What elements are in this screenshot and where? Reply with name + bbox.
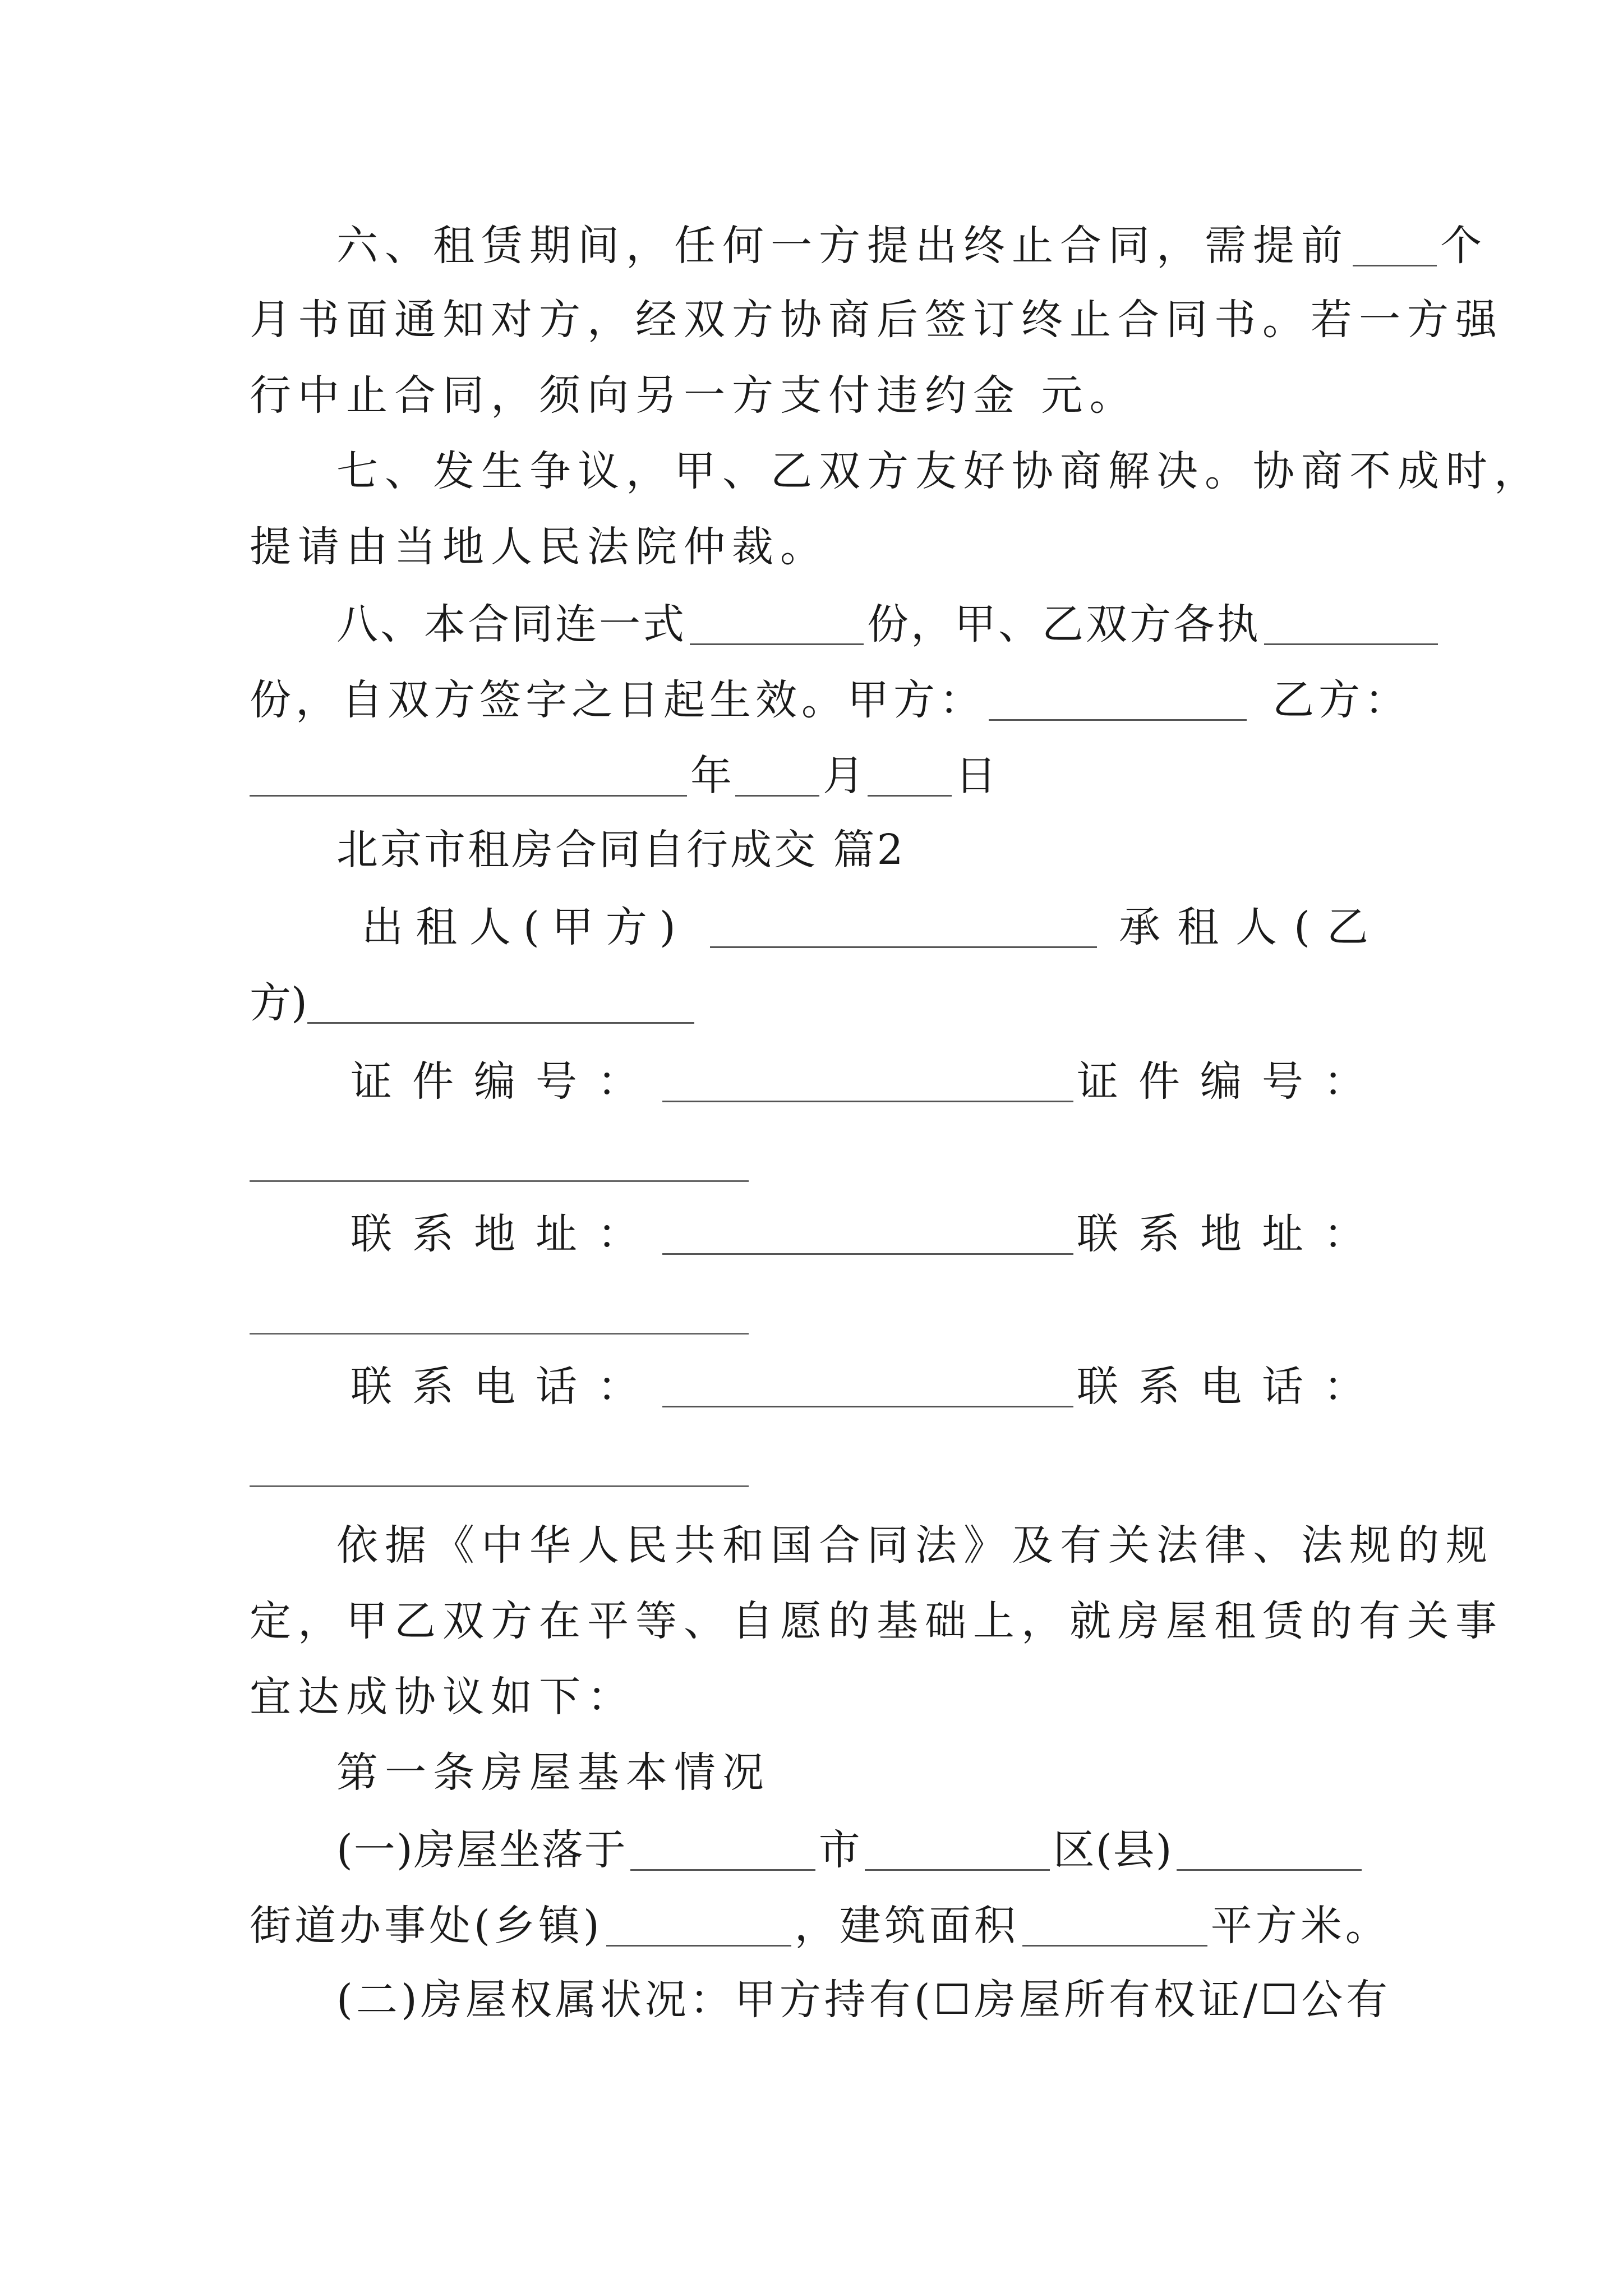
article1-item1-line2	[250, 1902, 1390, 1950]
lessee-phone-blank[interactable]	[250, 1485, 749, 1487]
lessee-address-label: 联系地址：	[1077, 1210, 1385, 1258]
lessee-name-blank[interactable]	[307, 981, 694, 1024]
article1-item2: (二)房屋权属状况：甲方持有(☐房屋所有权证/☐公有	[336, 1976, 1391, 2024]
city-label: 市	[818, 1826, 861, 1874]
section-title: 北京市租房合同自行成交 篇2	[336, 826, 906, 874]
date-day-label: 日	[955, 752, 997, 800]
street-blank[interactable]	[1177, 1828, 1362, 1871]
lessee-phone-label: 联系电话：	[1077, 1363, 1385, 1411]
preamble-line1: 依据《中华人民共和国合同法》及有关法律、法规的规	[336, 1521, 1494, 1570]
clause8-line2	[250, 676, 1410, 724]
lessor-id-blank[interactable]	[662, 1059, 1073, 1102]
lessor-phone-blank[interactable]	[662, 1364, 1073, 1407]
date-month-blank[interactable]	[735, 753, 819, 797]
signing-date-line	[250, 752, 1388, 800]
subdistrict-blank[interactable]	[606, 1903, 791, 1947]
preamble-line2: 定，甲乙双方在平等、自愿的基础上，就房屋租赁的有关事	[250, 1597, 1504, 1645]
phone-line	[351, 1363, 1385, 1411]
clause6-text-a: 六、租赁期间，任何一方提出终止合同，需提前	[336, 222, 1349, 270]
lessee-address-blank[interactable]	[250, 1333, 749, 1335]
lessee-id-label: 证件编号：	[1077, 1057, 1385, 1106]
address-line	[351, 1210, 1385, 1258]
party-b-signature-blank[interactable]	[250, 753, 687, 797]
article1-title: 第一条房屋基本情况	[336, 1749, 771, 1797]
lessor-id-label: 证件编号：	[351, 1057, 659, 1106]
clause6-text-b: 个	[1440, 222, 1488, 270]
article1-item1-line1	[336, 1826, 1388, 1874]
clause8-line1	[336, 600, 1388, 648]
location-label: (一)房屋坐落于	[336, 1826, 627, 1874]
lessor-label: 出租人(甲方)	[362, 903, 688, 951]
subdistrict-label: 街道办事处(乡镇)	[250, 1902, 603, 1950]
clause8-text-b: 份，甲、乙双方各执	[867, 600, 1261, 648]
lessor-address-label: 联系地址：	[351, 1210, 659, 1258]
lessee-line	[250, 979, 1388, 1027]
clause6-line1	[336, 222, 1488, 270]
lessee-id-blank[interactable]	[250, 1180, 749, 1182]
floor-area-blank[interactable]	[1022, 1903, 1207, 1947]
copies-total-blank[interactable]	[690, 602, 864, 645]
square-meters-label: 平方米。	[1210, 1902, 1390, 1950]
clause6-line3: 行中止合同，须向另一方支付违约金 元。	[250, 371, 1138, 420]
clause6-line2: 月书面通知对方，经双方协商后签订终止合同书。若一方强	[250, 296, 1504, 344]
date-day-blank[interactable]	[868, 753, 952, 797]
clause7-line2: 提请由当地人民法院仲裁。	[250, 523, 828, 571]
lessor-phone-label: 联系电话：	[351, 1363, 659, 1411]
city-blank[interactable]	[630, 1828, 815, 1871]
clause8-text-a: 八、本合同连一式	[336, 600, 686, 648]
floor-area-label: ，建筑面积	[794, 1902, 1019, 1950]
copies-each-blank[interactable]	[1264, 602, 1438, 645]
lessor-name-blank[interactable]	[710, 905, 1097, 948]
lessee-label: 承租人(乙	[1119, 903, 1385, 951]
date-month-label: 月	[823, 752, 864, 800]
party-b-label: 乙方：	[1272, 676, 1410, 724]
clause8-text-c: 份，自双方签字之日起生效。甲方：	[250, 676, 985, 724]
date-year-label: 年	[690, 752, 732, 800]
district-blank[interactable]	[865, 1828, 1050, 1871]
parties-line	[362, 903, 1385, 951]
district-label: 区(县)	[1053, 1826, 1173, 1874]
clause7-line1: 七、发生争议，甲、乙双方友好协商解决。协商不成时，	[336, 447, 1542, 495]
id-number-line	[351, 1057, 1385, 1106]
lessor-address-blank[interactable]	[662, 1212, 1073, 1255]
notice-months-blank[interactable]	[1353, 223, 1437, 266]
preamble-line3: 宜达成协议如下：	[250, 1673, 635, 1721]
party-a-signature-blank[interactable]	[989, 678, 1247, 721]
lessee-label-cont: 方)	[250, 979, 307, 1027]
